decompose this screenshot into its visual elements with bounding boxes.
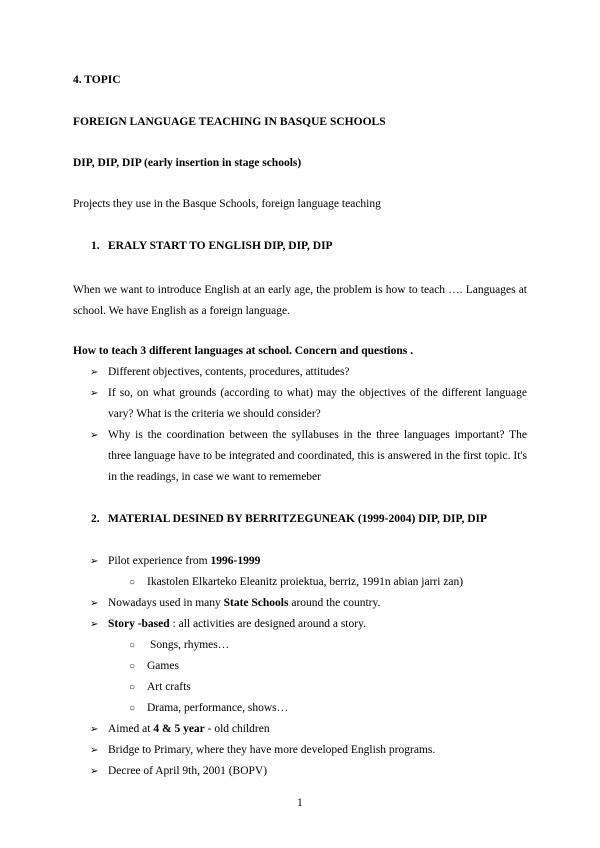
bullet-item: Why is the coordination between the syllabuses in the three languages important? The three language have to be integrated and coordinated, this is answered in the first topic. It's in the readings, in case we want to rememeber xyxy=(108,429,527,483)
circle-bullet-icon: ○ xyxy=(129,577,136,588)
arrow-bullet-icon: ➢ xyxy=(90,388,99,399)
document-title: FOREIGN LANGUAGE TEACHING IN BASQUE SCHOOLS xyxy=(73,116,386,128)
page-number: 1 xyxy=(297,797,303,809)
sub-bullet-item: Ikastolen Elkarteko Eleanitz proiektua, berriz, 1991n abian jarri zan) xyxy=(147,576,464,588)
circle-bullet-icon: ○ xyxy=(129,703,136,714)
topic-heading: 4. TOPIC xyxy=(73,74,121,86)
sub-bullet-item: Art crafts xyxy=(147,681,191,693)
bullet-text: - old children xyxy=(204,723,270,735)
bullet-item xyxy=(108,597,380,609)
question-heading: How to teach 3 different languages at school. Concern and questions . xyxy=(73,345,414,357)
bullet-item: Decree of April 9th, 2001 (BOPV) xyxy=(108,765,268,777)
bullet-bold: Story -based xyxy=(108,618,170,630)
bullet-text: Nowadays used in many xyxy=(108,597,224,609)
document-subtitle: DIP, DIP, DIP (early insertion in stage schools) xyxy=(73,157,302,169)
bullet-item xyxy=(108,618,366,630)
section1-number: 1. xyxy=(91,240,100,252)
arrow-bullet-icon: ➢ xyxy=(90,430,99,441)
section2-number: 2. xyxy=(91,513,100,525)
bullet-bold-years: 1996-1999 xyxy=(210,555,261,567)
bullet-text: : all activities are designed around a story. xyxy=(169,618,366,630)
section1-heading: ERALY START TO ENGLISH DIP, DIP, DIP xyxy=(108,240,333,252)
bullet-bold: State Schools xyxy=(223,597,289,609)
arrow-bullet-icon: ➢ xyxy=(90,724,99,735)
bullet-text: Pilot experience from xyxy=(108,555,211,567)
sub-bullet-item: Drama, performance, shows… xyxy=(147,702,289,714)
circle-bullet-icon: ○ xyxy=(129,640,136,651)
arrow-bullet-icon: ➢ xyxy=(90,766,99,777)
arrow-bullet-icon: ➢ xyxy=(90,619,99,630)
arrow-bullet-icon: ➢ xyxy=(90,598,99,609)
bullet-item: If so, on what grounds (according to what) may the objectives of the different language vary? What is the criteria we should consider? xyxy=(108,387,527,420)
bullet-text: around the country. xyxy=(288,597,381,609)
circle-bullet-icon: ○ xyxy=(129,661,136,672)
intro-text: Projects they use in the Basque Schools, foreign language teaching xyxy=(73,198,381,210)
arrow-bullet-icon: ➢ xyxy=(90,367,99,378)
bullet-text: Aimed at xyxy=(108,723,154,735)
section2-heading: MATERIAL DESINED BY BERRITZEGUNEAK (1999-2004) DIP, DIP, DIP xyxy=(108,513,488,525)
bullet-item: Bridge to Primary, where they have more developed English programs. xyxy=(108,744,436,756)
bullet-item xyxy=(108,555,260,567)
bullet-bold: 4 & 5 year xyxy=(153,723,205,735)
circle-bullet-icon: ○ xyxy=(129,682,136,693)
section1-paragraph: When we want to introduce English at an early age, the problem is how to teach …. Languages at school. We have English as a foreign language. xyxy=(73,284,527,317)
sub-bullet-item: Songs, rhymes… xyxy=(150,639,230,651)
sub-bullet-item: Games xyxy=(147,660,179,672)
arrow-bullet-icon: ➢ xyxy=(90,556,99,567)
bullet-item: Different objectives, contents, procedures, attitudes? xyxy=(108,366,350,378)
bullet-item xyxy=(108,723,270,735)
arrow-bullet-icon: ➢ xyxy=(90,745,99,756)
